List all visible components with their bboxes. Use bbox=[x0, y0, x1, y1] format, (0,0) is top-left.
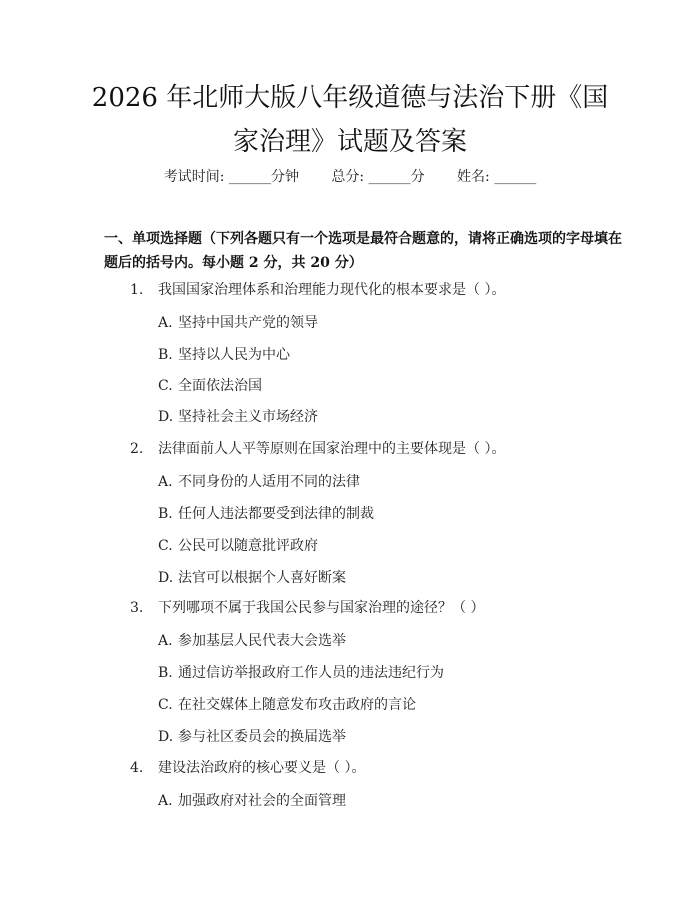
option-letter: B. bbox=[158, 506, 173, 522]
option-letter: D. bbox=[158, 570, 174, 586]
exam-time-field: 考试时间: ______分钟 bbox=[163, 169, 299, 185]
option-text: 通过信访举报政府工作人员的违法违纪行为 bbox=[178, 665, 444, 681]
question-text: 建设法治政府的核心要义是（ ）。 bbox=[158, 760, 366, 776]
option-letter: A. bbox=[158, 793, 173, 809]
option bbox=[158, 631, 346, 651]
option-letter: C. bbox=[158, 378, 173, 394]
option bbox=[158, 791, 346, 811]
option bbox=[158, 568, 346, 588]
question-text: 我国国家治理体系和治理能力现代化的根本要求是（ ）。 bbox=[158, 282, 506, 298]
option-letter: A. bbox=[158, 633, 173, 649]
page-title bbox=[60, 76, 640, 164]
exam-meta bbox=[0, 167, 700, 187]
option bbox=[158, 345, 290, 365]
option-text: 公民可以随意批评政府 bbox=[178, 538, 318, 554]
question bbox=[130, 280, 505, 300]
option-text: 参加基层人民代表大会选举 bbox=[178, 633, 346, 649]
option-text: 加强政府对社会的全面管理 bbox=[178, 793, 346, 809]
question-number: 3. bbox=[130, 600, 144, 616]
question-text: 法律面前人人平等原则在国家治理中的主要体现是（ ）。 bbox=[158, 441, 506, 457]
question-number: 1. bbox=[130, 282, 144, 298]
title-line-2: 家治理》试题及答案 bbox=[232, 127, 467, 157]
question bbox=[130, 598, 484, 618]
option-letter: C. bbox=[158, 538, 173, 554]
question-number: 4. bbox=[130, 760, 144, 776]
option-text: 全面依法治国 bbox=[178, 378, 262, 394]
option-letter: D. bbox=[158, 409, 174, 425]
option-letter: B. bbox=[158, 347, 173, 363]
option-text: 在社交媒体上随意发布攻击政府的言论 bbox=[178, 697, 416, 713]
option-text: 坚持社会主义市场经济 bbox=[178, 409, 318, 425]
option bbox=[158, 376, 262, 396]
option-letter: D. bbox=[158, 729, 174, 745]
title-line-1: 2026 年北师大版八年级道德与法治下册《国 bbox=[91, 83, 609, 113]
option bbox=[158, 504, 374, 524]
name-field: 姓名: ______ bbox=[457, 169, 537, 185]
option bbox=[158, 313, 318, 333]
option bbox=[158, 536, 318, 556]
option bbox=[158, 695, 416, 715]
question-text: 下列哪项不属于我国公民参与国家治理的途径？（ ） bbox=[158, 600, 485, 616]
option-text: 不同身份的人适用不同的法律 bbox=[178, 474, 360, 490]
option-text: 坚持中国共产党的领导 bbox=[178, 315, 318, 331]
option-text: 法官可以根据个人喜好断案 bbox=[178, 570, 346, 586]
option-letter: A. bbox=[158, 474, 173, 490]
option-text: 参与社区委员会的换届选举 bbox=[178, 729, 346, 745]
option bbox=[158, 472, 360, 492]
total-score-field: 总分: ______分 bbox=[331, 169, 425, 185]
option-text: 任何人违法都要受到法律的制裁 bbox=[178, 506, 374, 522]
option-text: 坚持以人民为中心 bbox=[178, 347, 290, 363]
question-number: 2. bbox=[130, 441, 144, 457]
option bbox=[158, 727, 346, 747]
option-letter: B. bbox=[158, 665, 173, 681]
option bbox=[158, 663, 444, 683]
option bbox=[158, 407, 318, 427]
option-letter: A. bbox=[158, 315, 173, 331]
question bbox=[130, 439, 505, 459]
section-heading: 一、单项选择题（下列各题只有一个选项是最符合题意的，请将正确选项的字母填在题后的括号内。每小题 2 分，共 20 分） bbox=[104, 231, 622, 271]
question bbox=[130, 758, 365, 778]
option-letter: C. bbox=[158, 697, 173, 713]
